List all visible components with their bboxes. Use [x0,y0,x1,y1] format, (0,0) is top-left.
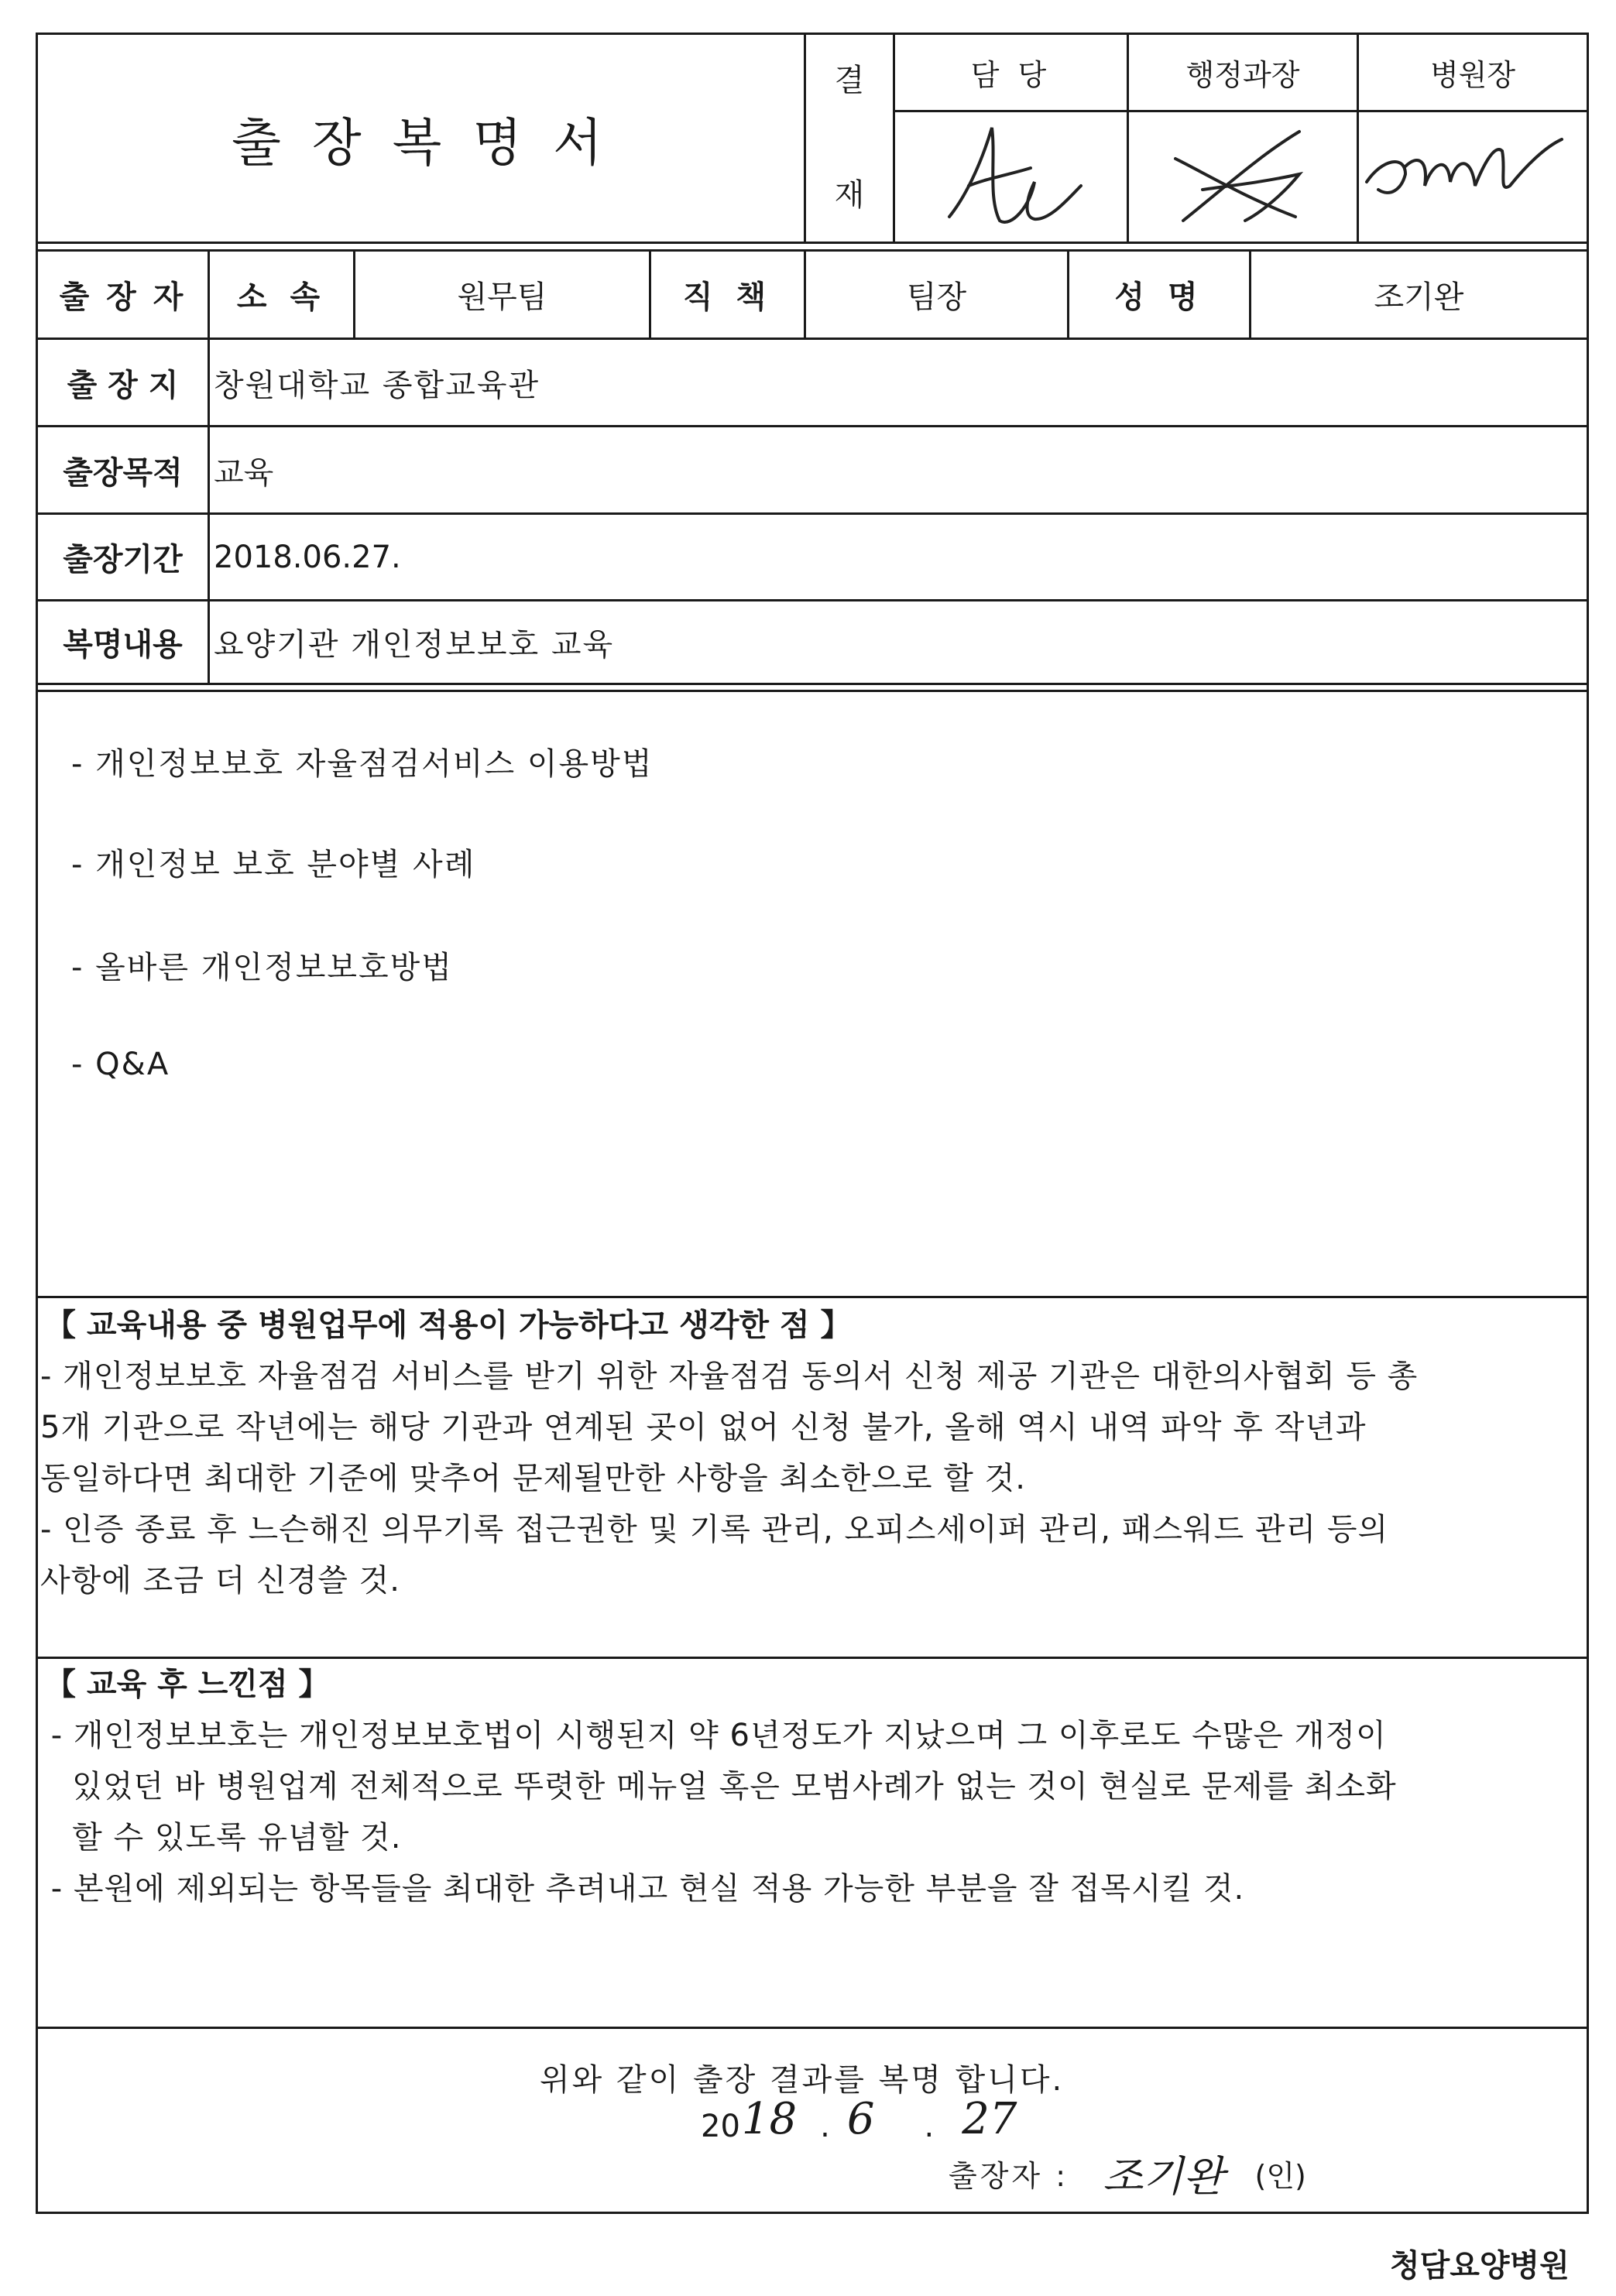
signature-admin-manager [1129,112,1357,242]
name-label: 성 명 [1114,279,1204,315]
traveler-signature-label: 출장자 : [949,2158,1069,2193]
approval-role-director: 병원장 [1429,58,1516,92]
approval-label-bottom: 재 [834,176,865,213]
report-date [701,2090,1017,2144]
date-year-prefix: 20 [701,2109,740,2144]
traveler-signature-line [949,2146,1306,2200]
report-value: 요양기관 개인정보보호 교육 [214,627,615,663]
report-label: 복명내용 [63,627,183,663]
content-item: - Q&A [71,1047,170,1082]
department-label: 소 속 [236,279,327,315]
content-item: - 개인정보 보호 분야별 사례 [71,847,476,882]
purpose-value: 교육 [214,454,274,491]
department-value: 원무팀 [457,279,547,315]
approval-label-top: 결 [834,62,865,98]
name-value: 조기완 [1374,279,1464,315]
impressions-heading: 【 교육 후 느낀점 】 [45,1667,330,1702]
signature-director [1359,112,1587,242]
destination-value: 창원대학교 종합교육관 [214,367,540,403]
date-year-handwritten: 18 [741,2094,798,2144]
traveler-signature-handwritten: 조기완 [1103,2151,1224,2201]
impressions-line: - 개인정보보호는 개인정보보호법이 시행된지 약 6년정도가 지났으며 그 이후로도 수많은 개정이 [40,1718,1387,1753]
applicable-line: 5개 기관으로 작년에는 해당 기관과 연계된 곳이 없어 신청 불가, 올해 역시 내역 파악 후 작년과 [40,1410,1367,1445]
position-label: 직 책 [682,279,773,315]
impressions-line: - 본원에 제외되는 항목들을 최대한 추려내고 현실 적용 가능한 부분을 잘 접목시킬 것. [40,1871,1245,1907]
impressions-line: 할 수 있도록 유념할 것. [40,1820,402,1856]
hospital-name: 청담요양병원 [1390,2248,1570,2284]
applicable-line: 사항에 조금 더 신경쓸 것. [40,1563,400,1599]
impressions-line: 있었던 바 병원업계 전체적으로 뚜렷한 메뉴얼 혹은 모범사례가 없는 것이 현실로 문제를 최소화 [40,1769,1397,1804]
applicable-line: - 인증 종료 후 느슨해진 의무기록 접근권한 및 기록 관리, 오피스세이퍼 관리, 패스워드 관리 등의 [40,1512,1389,1547]
date-day-handwritten: 27 [962,2094,1017,2144]
date-month-handwritten: 6 [846,2094,875,2144]
position-value: 팀장 [906,279,967,315]
approval-role-staff: 담 당 [970,58,1052,92]
content-item: - 개인정보보호 자율점검서비스 이용방법 [71,746,654,782]
purpose-label: 출장목적 [63,454,183,491]
applicable-line: - 개인정보보호 자율점검 서비스를 받기 위한 자율점검 동의서 신청 제공 기관은 대한의사협회 등 총 [40,1359,1419,1394]
traveler-label: 출 장 자 [59,279,187,315]
date-dot: . [924,2109,935,2144]
applicable-heading: 【 교육내용 중 병원업무에 적용이 가능하다고 생각한 점 】 [45,1307,852,1343]
signature-staff [895,112,1127,242]
document-title: 출장복명서 [232,113,633,173]
closing-statement: 위와 같이 출장 결과를 복명 합니다. [540,2062,1065,2098]
applicable-line: 동일하다면 최대한 기준에 맞추어 문제될만한 사항을 최소한으로 할 것. [40,1461,1026,1496]
approval-role-admin-manager: 행정과장 [1185,58,1300,92]
date-dot: . [820,2109,830,2144]
period-label: 출장기간 [63,542,183,577]
traveler-seal: (인) [1254,2158,1306,2193]
destination-label: 출 장 지 [67,367,179,403]
content-item: - 올바른 개인정보보호방법 [71,950,453,985]
period-value: 2018.06.27. [214,539,401,575]
